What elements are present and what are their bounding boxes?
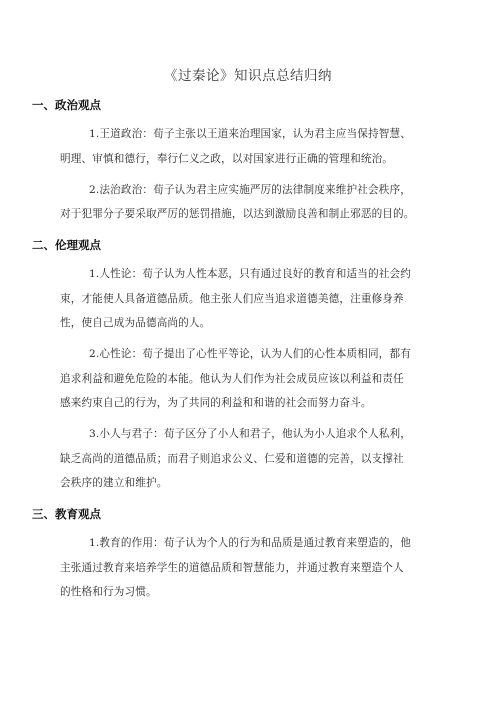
paragraph-line: 的性格和行为习惯。 [60, 586, 157, 598]
section-heading-ethics: 二、伦理观点 [32, 238, 101, 252]
paragraph-line: 缺乏高尚的道德品质；而君子则追求公义、仁爱和道德的完善，以支撑社 [60, 453, 404, 465]
paragraph-line: 2.心性论：荀子提出了心性平等论，认为人们的心性本质相同，都有 [89, 348, 411, 360]
paragraph-line: 主张通过教育来培养学生的道德品质和智慧能力，并通过教育来塑造个人 [60, 562, 404, 574]
paragraph-line: 明理、审慎和德行，奉行仁义之政，以对国家进行正确的管理和统治。 [60, 153, 394, 165]
page-title: 《过秦论》知识点总结归纳 [164, 68, 332, 84]
paragraph-line: 3.小人与君子：荀子区分了小人和君子，他认为小人追求个人私利， [89, 428, 411, 440]
paragraph-line: 1.教育的作用：荀子认为个人的行为和品质是通过教育来塑造的，他 [89, 537, 411, 549]
section-heading-politics: 一、政治观点 [32, 98, 101, 112]
paragraph-line: 感来约束自己的行为，为了共同的利益和和谐的社会而努力奋斗。 [60, 397, 372, 409]
paragraph-line: 追求利益和避免危险的本能。他认为人们作为社会成员应该以利益和责任 [60, 373, 404, 385]
paragraph-line: 1.王道政治：荀子主张以王道来治理国家，认为君主应当保持智慧、 [89, 128, 411, 140]
section-heading-education: 三、教育观点 [32, 507, 101, 521]
paragraph-line: 对于犯罪分子要采取严厉的惩罚措施，以达到激励良善和制止邪恶的目的。 [60, 208, 415, 220]
paragraph-line: 1.人性论：荀子认为人性本恶，只有通过良好的教育和适当的社会约 [89, 268, 411, 280]
paragraph-line: 会秩序的建立和维护。 [60, 477, 168, 489]
paragraph-line: 束，才能使人具备道德品质。他主张人们应当追求道德美德，注重修身养 [60, 293, 404, 305]
paragraph-line: 性，使自己成为品德高尚的人。 [60, 317, 211, 329]
paragraph-line: 2.法治政治：荀子认为君主应实施严厉的法律制度来维护社会秩序， [89, 184, 411, 196]
